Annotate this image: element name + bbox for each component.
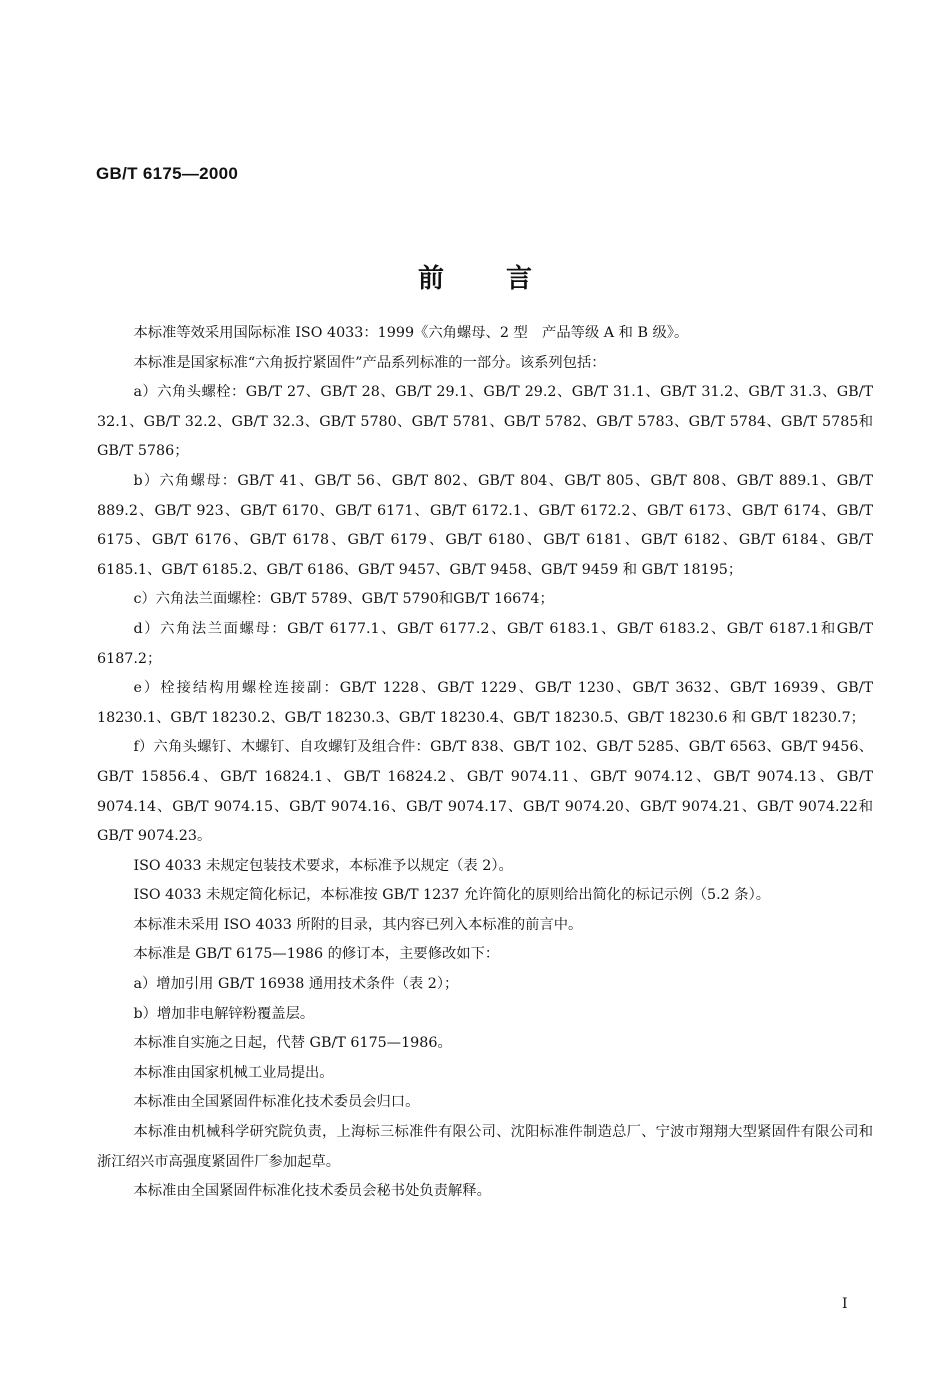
paragraph-proposed-by: 本标准由国家机械工业局提出。 (133, 1064, 334, 1081)
page-number: I (842, 1296, 848, 1312)
list-item-hex-nuts: b）六角螺母：GB/T 41、GB/T 56、GB/T 802、GB/T 804、GB/T 805、GB/T 808、GB/T 889.1、GB/T 889.2、GB/T 923、GB/T 6170、GB/T 6171、GB/T 6172.1、GB/T 6172.2、GB/T 6173、GB/T 6174、GB/T 6175、GB/T 6176、GB/T 6178、GB/T 6179、GB/T 6180、GB/T 6181、GB/T 6182、GB/T 6184、GB/T 6185.1、GB/T 6185.2、GB/T 6186、GB/T 9457、GB/T 9458、GB/T 9459 和 GB/T 18195； (97, 472, 873, 578)
list-item-flange-bolts: c）六角法兰面螺栓：GB/T 5789、GB/T 5790和GB/T 16674； (133, 591, 554, 608)
paragraph-interpretation: 本标准由全国紧固件标准化技术委员会秘书处负责解释。 (133, 1183, 491, 1200)
paragraph-marking: ISO 4033 未规定简化标记，本标准按 GB/T 1237 允许简化的原则给出简化的标记示例（5.2 条）。 (133, 887, 771, 904)
paragraph-drafters: 本标准由机械科学研究院负责，上海标三标准件有限公司、沈阳标准件制造总厂、宁波市翔翔大型紧固件有限公司和浙江绍兴市高强度紧固件厂参加起草。 (97, 1124, 873, 1170)
paragraph-contents: 本标准未采用 ISO 4033 所附的目录，其内容已列入本标准的前言中。 (133, 916, 583, 933)
paragraph-packaging: ISO 4033 未规定包装技术要求，本标准予以规定（表 2）。 (133, 857, 513, 874)
paragraph-series-intro: 本标准是国家标准“六角扳拧紧固件”产品系列标准的一部分。该系列包括： (133, 354, 606, 371)
list-item-revision-b: b）增加非电解锌粉覆盖层。 (133, 1005, 315, 1022)
paragraph-centralized-by: 本标准由全国紧固件标准化技术委员会归口。 (133, 1094, 420, 1111)
list-item-hex-bolts: a）六角头螺栓：GB/T 27、GB/T 28、GB/T 29.1、GB/T 29.2、GB/T 31.1、GB/T 31.2、GB/T 31.3、GB/T 32.1、GB/T 32.2、GB/T 32.3、GB/T 5780、GB/T 5781、GB/T 5782、GB/T 5783、GB/T 5784、GB/T 5785和GB/T 5786； (97, 384, 873, 460)
paragraph-revision: 本标准是 GB/T 6175—1986 的修订本，主要修改如下： (133, 946, 500, 963)
foreword-body (97, 319, 873, 1207)
standard-number: GB/T 6175—2000 (96, 164, 239, 183)
list-item-flange-nuts: d）六角法兰面螺母：GB/T 6177.1、GB/T 6177.2、GB/T 6183.1、GB/T 6183.2、GB/T 6187.1和GB/T 6187.2； (97, 620, 873, 667)
paragraph-replaces: 本标准自实施之日起，代替 GB/T 6175—1986。 (133, 1035, 452, 1052)
page-title: 前言 (417, 264, 594, 294)
list-item-revision-a: a）增加引用 GB/T 16938 通用技术条件（表 2）； (133, 976, 459, 993)
list-item-screws: f）六角头螺钉、木螺钉、自攻螺钉及组合件：GB/T 838、GB/T 102、GB/T 5285、GB/T 6563、GB/T 9456、GB/T 15856.4、GB/T 16824.1、GB/T 16824.2、GB/T 9074.11、GB/T 9074.12、GB/T 9074.13、GB/T 9074.14、GB/T 9074.15、GB/T 9074.16、GB/T 9074.17、GB/T 9074.20、GB/T 9074.21、GB/T 9074.22和GB/T 9074.23。 (97, 739, 873, 845)
list-item-structural-bolting: e）栓接结构用螺栓连接副：GB/T 1228、GB/T 1229、GB/T 1230、GB/T 3632、GB/T 16939、GB/T 18230.1、GB/T 18230.2、GB/T 18230.3、GB/T 18230.4、GB/T 18230.5、GB/T 18230.6 和 GB/T 18230.7； (97, 680, 873, 726)
paragraph-equivalence: 本标准等效采用国际标准 ISO 4033：1999《六角螺母、2 型 产品等级 A 和 B 级》。 (133, 325, 689, 341)
